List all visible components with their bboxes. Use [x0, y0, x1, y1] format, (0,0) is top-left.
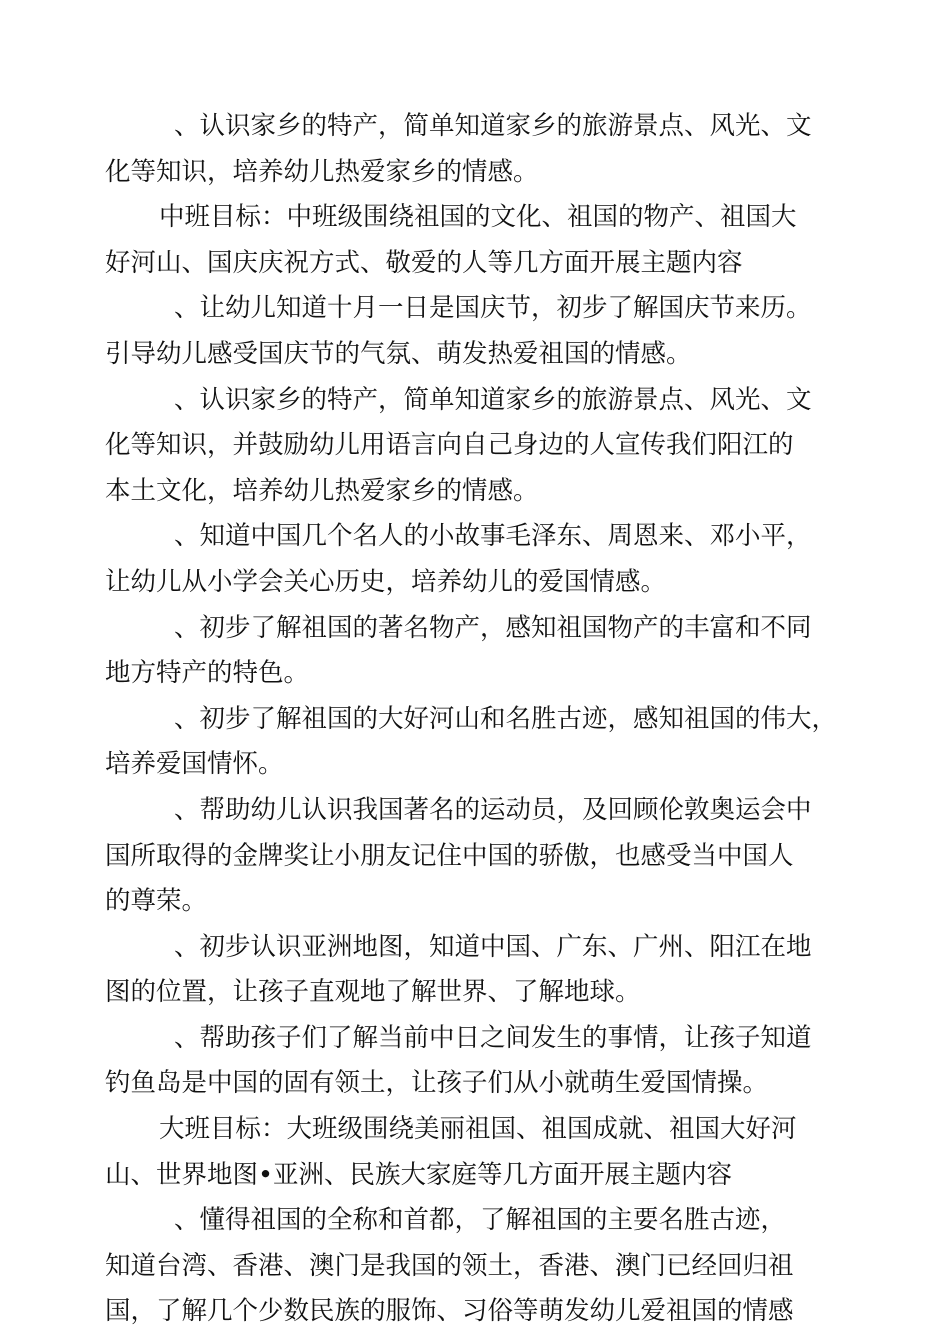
- text-line: 培养爱国情怀。: [105, 749, 284, 780]
- item-line: 、初步认识亚洲地图，知道中国、广东、广州、阳江在地: [174, 931, 812, 962]
- text-line: 知道台湾、香港、澳门是我国的领土，香港、澳门已经回归祖: [105, 1250, 794, 1281]
- text-line: 的尊荣。: [105, 886, 208, 917]
- section-heading-senior-class: 大班目标：大班级围绕美丽祖国、祖国成就、祖国大好河: [159, 1114, 797, 1145]
- item-line: 、认识家乡的特产，简单知道家乡的旅游景点、风光、文: [174, 111, 812, 141]
- section-heading-middle-class: 中班目标：中班级围绕祖国的文化、祖国的物产、祖国大: [159, 202, 797, 233]
- text-line: 让幼儿从小学会关心历史，培养幼儿的爱国情感。: [105, 566, 667, 597]
- text-line: 图的位置，让孩子直观地了解世界、了解地球。: [105, 977, 641, 1008]
- text-line: 钓鱼岛是中国的固有领土，让孩子们从小就萌生爱国情操。: [105, 1068, 769, 1099]
- item-line: 、初步了解祖国的著名物产，感知祖国物产的丰富和不同: [174, 612, 812, 643]
- item-line: 、知道中国几个名人的小故事毛泽东、周恩来、邓小平，: [174, 521, 812, 552]
- item-line: 、帮助孩子们了解当前中日之间发生的事情，让孩子知道: [174, 1022, 812, 1053]
- text-line: 山、世界地图•亚洲、民族大家庭等几方面开展主题内容: [105, 1159, 733, 1190]
- item-line: 、初步了解祖国的大好河山和名胜古迹，感知祖国的伟大，: [174, 703, 838, 734]
- item-line: 、帮助幼儿认识我国著名的运动员，及回顾伦敦奥运会中: [174, 794, 812, 825]
- text-line: 本土文化，培养幼儿热爱家乡的情感。: [105, 475, 539, 506]
- text-line: 国，了解几个少数民族的服饰、习俗等萌发幼儿爱祖国的情感: [105, 1296, 794, 1327]
- text-line: 好河山、国庆庆祝方式、敬爱的人等几方面开展主题内容: [105, 247, 743, 278]
- item-line: 、懂得祖国的全称和首都，了解祖国的主要名胜古迹，: [174, 1205, 787, 1236]
- item-line: 、认识家乡的特产，简单知道家乡的旅游景点、风光、文: [174, 384, 812, 415]
- text-line: 化等知识，并鼓励幼儿用语言向自己身边的人宣传我们阳江的: [105, 430, 794, 461]
- text-line: 国所取得的金牌奖让小朋友记住中国的骄傲，也感受当中国人: [105, 840, 794, 871]
- text-line: 引导幼儿感受国庆节的气氛、萌发热爱祖国的情感。: [105, 338, 692, 369]
- document-body: [105, 104, 865, 1335]
- item-line: 、让幼儿知道十月一日是国庆节，初步了解国庆节来历。: [174, 293, 812, 324]
- text-line: 地方特产的特色。: [105, 658, 310, 689]
- text-line: 化等知识，培养幼儿热爱家乡的情感。: [105, 156, 539, 187]
